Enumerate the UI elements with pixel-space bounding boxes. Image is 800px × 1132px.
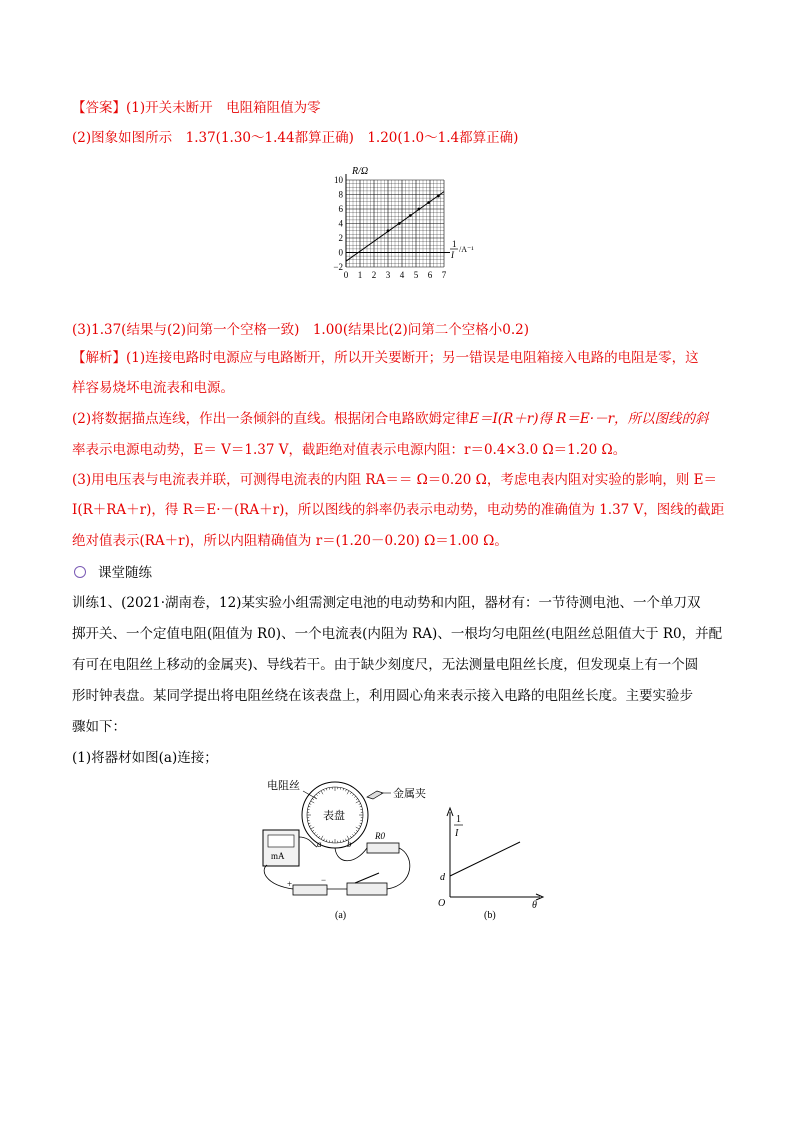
x-tick-label: 0 [343, 270, 349, 280]
answer-tag: 【答案】 [72, 100, 126, 116]
analysis-p3b: I(R＋RA＋r)，得 R＝E·－(RA＋r)，所以图线的斜率仍表示电动势，电动势的准确值为 1.37 V，图线的截距 [72, 502, 725, 518]
analysis-tag: 【解析】 [72, 350, 126, 366]
terminal-a-label: a [317, 839, 322, 849]
data-point [387, 229, 390, 232]
x-tick-label: 3 [385, 270, 391, 280]
y-axis-label: R/Ω [352, 166, 369, 177]
data-point [417, 208, 420, 211]
analysis-p2b: 率表示电源电动势，E＝ V＝1.37 V，截距绝对值表示电源内阻：r＝0.4×3.0 Ω＝1.20 Ω。 [72, 442, 627, 458]
y-tick-label: 10 [334, 175, 343, 185]
caption-b: (b) [484, 910, 496, 921]
data-point [437, 195, 440, 198]
answer-part-2: (2)图象如图所示 1.37(1.30～1.44都算正确) 1.20(1.0～1.4都算正确) [72, 130, 519, 146]
analysis-p1a: (1)连接电路时电源应与电路断开，所以开关要断开；另一错误是电阻箱接入电路的电阻是零，这 [126, 350, 699, 366]
switch-icon [347, 883, 387, 895]
y-tick-label: 6 [338, 204, 343, 214]
practice-t5: 骤如下： [72, 719, 126, 735]
x-tick-label: 5 [413, 270, 419, 280]
meter-label: mA [271, 851, 285, 861]
data-point [409, 214, 412, 217]
y-tick-label: 4 [338, 218, 343, 229]
x-axis-label-den: I [451, 250, 454, 260]
y-tick-label: 2 [338, 233, 343, 243]
x-axis-label-unit: /A⁻¹ [459, 245, 474, 254]
x-tick-label: 6 [427, 270, 433, 280]
r-vs-inverse-i-graph [320, 160, 490, 285]
answer-part-3: (3)1.37(结果与(2)问第一个空格一致) 1.00(结果比(2)问第二个空格小0.2) [72, 322, 530, 338]
x-tick-label: 4 [399, 270, 405, 280]
y-tick-label: −2 [333, 262, 343, 272]
analysis-p3a: (3)用电压表与电流表并联，可测得电流表的内阻 RA＝＝ Ω＝0.20 Ω，考虑电表内阻对实验的影响，则 E＝ [72, 472, 717, 488]
x-tick-label: 2 [371, 270, 377, 280]
analysis-p2a: (2)将数据描点连线，作出一条倾斜的直线。根据闭合电路欧姆定律 [72, 411, 470, 427]
battery-minus: − [321, 875, 327, 885]
analysis-p3c: 绝对值表示(RA＋r)，所以内阻精确值为 r＝(1.20－0.20) Ω＝1.00 Ω。 [72, 533, 508, 549]
graph-b-y-num: 1 [456, 814, 461, 825]
practice-t2: 掷开关、一个定值电阻(阻值为 R0)、一个电流表(内阻为 RA)、一根均匀电阻丝(电阻丝总阻值大于 R0，并配 [72, 626, 723, 642]
answer-line-1 [72, 98, 321, 118]
wire-label: 电阻丝 [267, 780, 300, 792]
practice-icon [74, 566, 86, 578]
terminal-b-label: b [347, 839, 352, 849]
metal-clip-icon [367, 791, 383, 799]
analysis-line-1 [72, 348, 699, 368]
data-point [398, 222, 401, 225]
battery-icon [293, 885, 327, 895]
caption-a: (a) [335, 910, 347, 921]
practice-heading-row [74, 563, 152, 583]
graph-b-origin-label: O [438, 898, 446, 909]
x-axis-label-num: 1 [452, 239, 457, 249]
circuit-figure-a [255, 775, 435, 925]
resistor-r0-icon [367, 843, 399, 853]
graph-axes [346, 174, 450, 267]
practice-heading: 课堂随练 [98, 565, 152, 581]
clip-label: 金属夹 [393, 788, 426, 800]
graph-b-y-den: I [455, 828, 459, 839]
practice-t6: (1)将器材如图(a)连接； [72, 750, 218, 766]
graph-b-theta-label: θ [532, 900, 537, 911]
analysis-p1b: 样容易烧坏电流表和电源。 [72, 380, 234, 396]
practice-t4: 形时钟表盘。某同学提出将电阻丝绕在该表盘上，利用圆心角来表示接入电路的电阻丝长度。主要实验步 [72, 688, 693, 704]
x-tick-label: 1 [357, 270, 363, 280]
analysis-line-2 [72, 409, 709, 429]
answer-part-1: (1)开关未断开 电阻箱阻值为零 [126, 100, 321, 116]
dial-label: 表盘 [323, 810, 345, 822]
x-tick-label: 7 [441, 270, 447, 280]
graph-grid [346, 180, 444, 267]
graph-figure-b [432, 800, 552, 925]
y-tick-label: 0 [338, 247, 343, 258]
battery-plus: + [287, 879, 293, 889]
data-point [427, 201, 430, 204]
graph-b-line [450, 842, 520, 876]
practice-t3: 有可在电阻丝上移动的金属夹)、导线若干。由于缺少刻度尺，无法测量电阻丝长度，但发现桌上有一个圆 [72, 657, 699, 673]
y-tick-label: 8 [338, 189, 343, 200]
graph-b-d-label: d [440, 872, 445, 883]
r0-label: R0 [375, 831, 385, 841]
analysis-p2a-eq: E＝I(R＋r)得 R＝E·－r，所以图线的斜 [469, 411, 709, 427]
practice-t1: 训练1、(2021·湖南卷，12)某实验小组需测定电池的电动势和内阻，器材有：一节待测电池、一个单刀双 [72, 595, 701, 611]
